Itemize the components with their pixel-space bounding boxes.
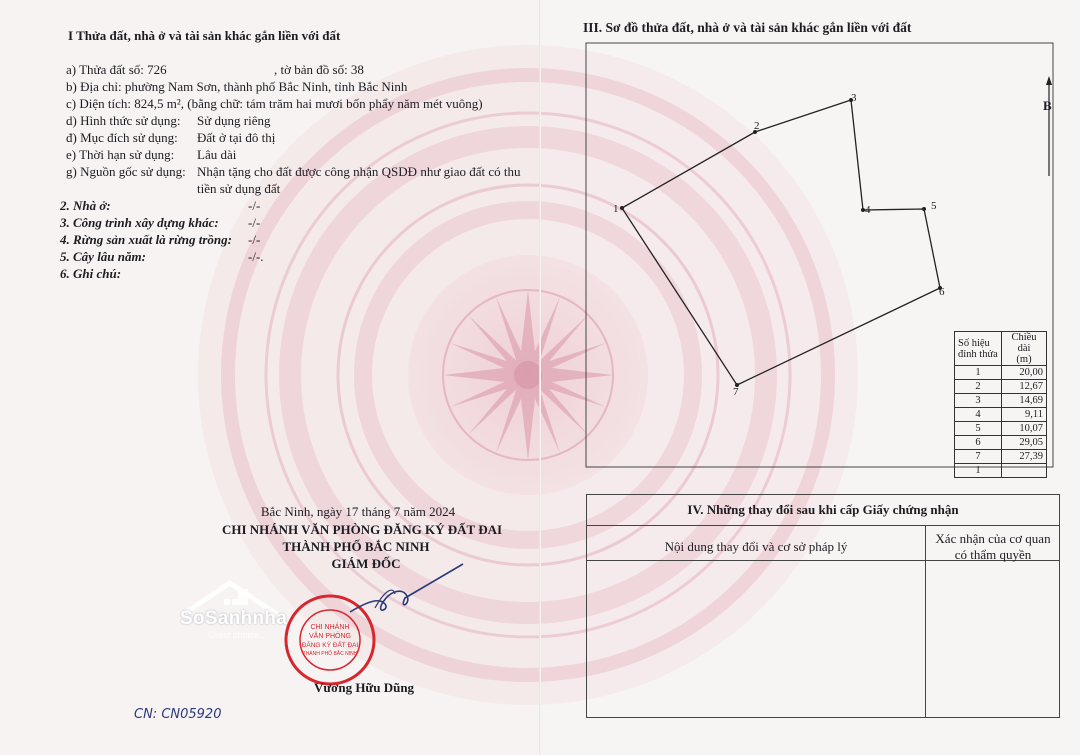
section3-title: III. Sơ đồ thửa đất, nhà ở và tài sản khác gắn liền với đất: [583, 20, 912, 35]
vertex-4-label: 4: [865, 204, 871, 216]
vertex-1-label: 1: [613, 203, 619, 215]
term-label: e) Thời hạn sử dụng:: [66, 147, 175, 162]
origin-label: g) Nguồn gốc sử dụng:: [66, 164, 186, 179]
signer-title: GIÁM ĐỐC: [331, 556, 401, 571]
section4-title: IV. Những thay đổi sau khi cấp Giấy chứng nhận: [587, 495, 1059, 526]
signing-date: Bắc Ninh, ngày 17 tháng 7 năm 2024: [260, 504, 456, 519]
vertex-6-label: 6: [939, 286, 945, 298]
vertex-5-label: 5: [931, 200, 937, 212]
item-house-value: -/-: [248, 198, 261, 213]
table-header-vertex: Số hiệu đỉnh thửa: [955, 332, 1002, 366]
section4-col-content: Nội dung thay đổi và cơ sở pháp lý: [664, 539, 848, 554]
item-perennial-value: -/-.: [248, 249, 264, 264]
section1-header: I Thửa đất, nhà ở và tài sản khác gắn liền với đất: [68, 28, 341, 43]
table-row: 7 27,39: [955, 450, 1047, 464]
parcel-number: a) Thửa đất số: 726: [66, 62, 167, 77]
item-construction-value: -/-: [248, 215, 261, 230]
vertex-2-label: 2: [754, 120, 760, 132]
table-row: 1 20,00: [955, 366, 1047, 380]
section4-col-confirm: Xác nhận của cơ quan có thẩm quyền: [935, 531, 1051, 562]
table-header-row: [955, 332, 1047, 366]
issuing-office-line-1: CHI NHÁNH VĂN PHÒNG ĐĂNG KÝ ĐẤT ĐAI: [221, 522, 503, 537]
signer-name: Vương Hữu Dũng: [313, 680, 415, 695]
term-value: Lâu dài: [197, 147, 237, 162]
stamp-text-2: VĂN PHÒNG: [308, 633, 352, 640]
vertex-3-label: 3: [851, 92, 857, 104]
table-row: 3 14,69: [955, 394, 1047, 408]
watermark-brand: SoSanhnha: [180, 608, 288, 629]
stamp-text-4: THÀNH PHỐ BẮC NINH: [302, 651, 358, 657]
table-row: 6 29,05: [955, 436, 1047, 450]
item-construction-label: 3. Công trình xây dựng khác:: [60, 215, 219, 230]
edge-length-table: [954, 331, 1047, 478]
section4-changes-box: [586, 494, 1060, 718]
item-notes-label: 6. Ghi chú:: [60, 266, 122, 281]
item-forest-label: 4. Rừng sản xuất là rừng trồng:: [60, 232, 232, 247]
certificate-serial: CN: CN05920: [134, 707, 222, 722]
watermark-tagline: Great choice...: [208, 630, 267, 640]
map-sheet-number: , tờ bản đồ số: 38: [274, 62, 364, 77]
table-row: 1: [955, 464, 1047, 478]
stamp-text-3: ĐĂNG KÝ ĐẤT ĐAI: [301, 642, 359, 649]
purpose-label: đ) Mục đích sử dụng:: [66, 130, 178, 145]
vertex-7-label: 7: [733, 386, 739, 398]
use-form-label: d) Hình thức sử dụng:: [66, 113, 181, 128]
table-row: 4 9,11: [955, 408, 1047, 422]
origin-value-1: Nhận tặng cho đất được công nhận QSDĐ như giao đất có thu: [197, 164, 521, 179]
origin-value-2: tiền sử dụng đất: [197, 181, 281, 196]
table-header-length: Chiều dài (m): [1002, 332, 1047, 366]
use-form-value: Sử dụng riêng: [197, 113, 271, 128]
table-row: 5 10,07: [955, 422, 1047, 436]
table-row: 2 12,67: [955, 380, 1047, 394]
section4-column-divider: [925, 525, 926, 717]
item-perennial-label: 5. Cây lâu năm:: [60, 249, 146, 264]
stamp-text-1: CHI NHÁNH: [310, 624, 350, 631]
north-label: B: [1043, 98, 1052, 113]
issuing-office-line-2: THÀNH PHỐ BẮC NINH: [282, 539, 430, 554]
item-forest-value: -/-: [248, 232, 261, 247]
item-house-label: 2. Nhà ở:: [60, 198, 111, 213]
area: c) Diện tích: 824,5 m², (bằng chữ: tám trăm hai mươi bốn phẩy năm mét vuông): [66, 96, 483, 111]
purpose-value: Đất ở tại đô thị: [197, 130, 276, 145]
address: b) Địa chỉ: phường Nam Sơn, thành phố Bắc Ninh, tỉnh Bắc Ninh: [66, 79, 408, 94]
